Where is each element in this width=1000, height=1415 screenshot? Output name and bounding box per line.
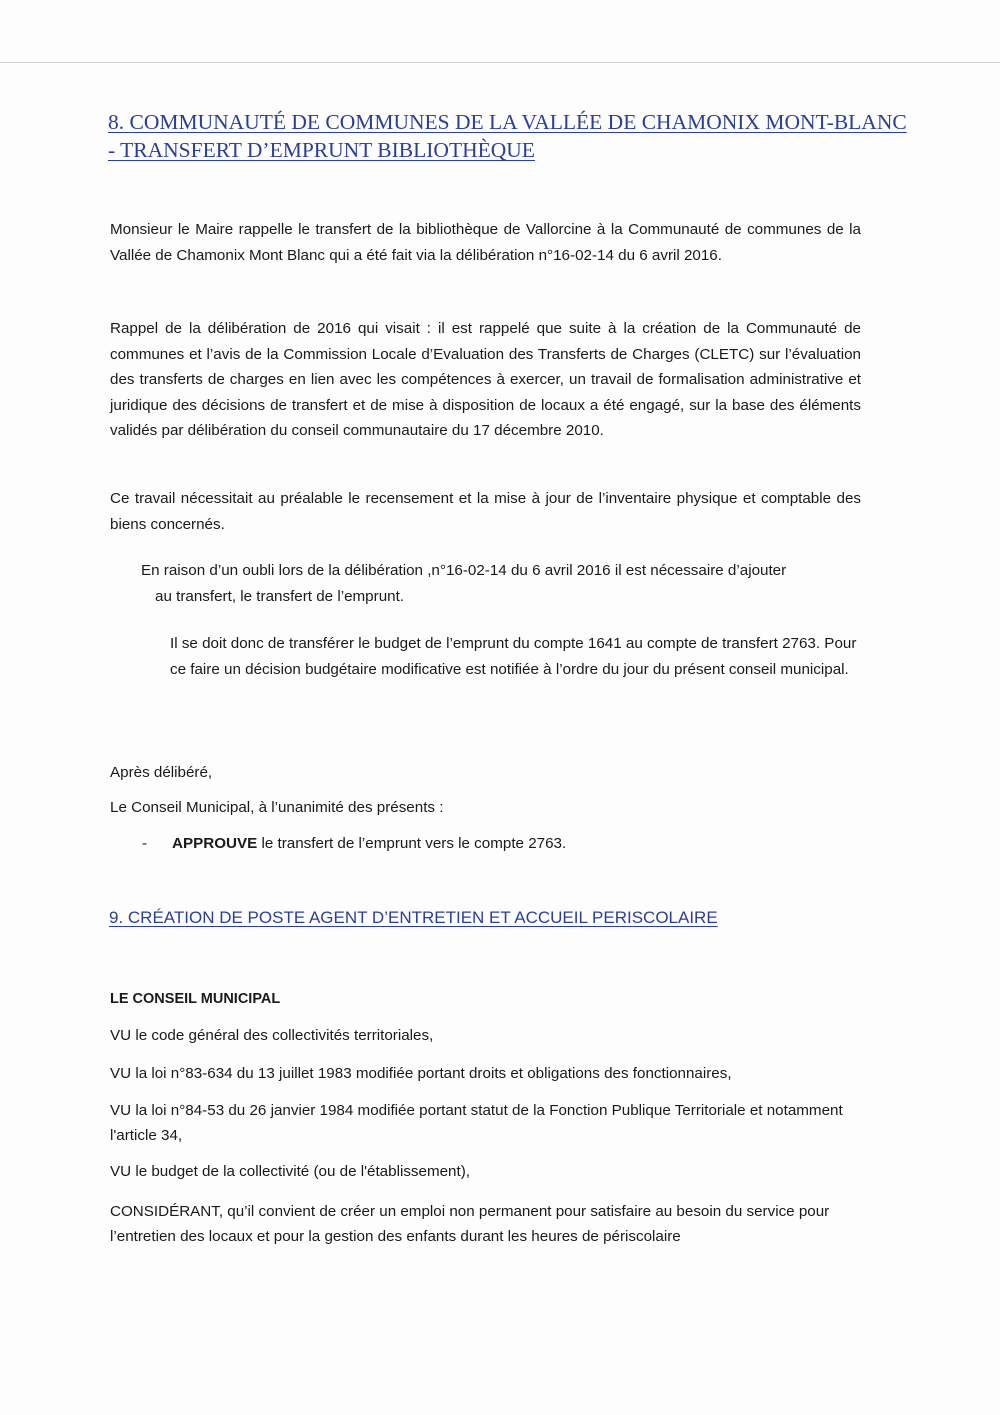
approve-text: le transfert de l’emprunt vers le compte 2763.	[257, 835, 567, 852]
section-8-paragraph-2: Rappel de la délibération de 2016 qui visait : il est rappelé que suite à la création de la Communauté de communes et l’avis de la Commission Locale d’Evaluation des Transferts de Charges (CLETC) sur l’évaluation des transferts de charges en lien avec les compétences à exercer, un travail de formalisation administrative et juridique des décisions de transfert et de mise à disposition de locaux a été engagé, sur la base des éléments validés par délibération du conseil communautaire du 17 décembre 2010.	[110, 320, 861, 439]
vu-clause-4: VU le budget de la collectivité (ou de l'établissement),	[110, 1163, 470, 1180]
conseil-municipal-title: LE CONSEIL MUNICIPAL	[110, 991, 281, 1007]
apres-delibere: Après délibéré,	[110, 764, 213, 781]
vu-clause-3: VU la loi n°84-53 du 26 janvier 1984 modifiée portant statut de la Fonction Publique Territoriale et notamment l'article 34,	[110, 1102, 843, 1144]
section-8-paragraph-4	[141, 558, 853, 609]
vu-clause-2: VU la loi n°83-634 du 13 juillet 1983 modifiée portant droits et obligations des fonctionnaires,	[110, 1065, 732, 1082]
section-8-paragraph-4-line2: au transfert, le transfert de l’emprunt.	[155, 587, 405, 605]
conseil-unanimite: Le Conseil Municipal, à l’unanimité des présents :	[110, 799, 444, 816]
section-8-paragraph-3: Ce travail nécessitait au préalable le recensement et la mise à jour de l’inventaire physique et comptable des biens concernés.	[110, 490, 861, 533]
section-8-paragraph-4-line1: En raison d’un oubli lors de la délibération ,n°16-02-14 du 6 avril 2016 il est nécessaire d’ajouter	[141, 562, 787, 579]
section-8-paragraph-1: Monsieur le Maire rappelle le transfert de la bibliothèque de Vallorcine à la Communauté de communes de la Vallée de Chamonix Mont Blanc qui a été fait via la délibération n°16-02-14 du 6 avril 2016.	[110, 221, 861, 264]
section-8-heading-line1: 8. COMMUNAUTÉ DE COMMUNES DE LA VALLÉE DE CHAMONIX MONT-BLANC	[108, 110, 907, 134]
page-top-rule	[0, 62, 1000, 63]
considerant-clause: CONSIDÉRANT, qu’il convient de créer un emploi non permanent pour satisfaire au besoin du service pour l’entretien des locaux et pour la gestion des enfants durant les heures de périscolaire	[110, 1203, 830, 1245]
section-8-heading	[108, 108, 908, 164]
approve-bullet	[142, 831, 842, 856]
section-8-heading-line2: - TRANSFERT D’EMPRUNT BIBLIOTHÈQUE	[108, 138, 535, 162]
section-9-heading: 9. CRÉATION DE POSTE AGENT D’ENTRETIEN ET ACCUEIL PERISCOLAIRE	[109, 908, 718, 927]
vu-clause-1: VU le code général des collectivités territoriales,	[110, 1027, 434, 1044]
section-8-paragraph-5: Il se doit donc de transférer le budget de l’emprunt du compte 1641 au compte de transfert 2763. Pour ce faire un décision budgétaire modificative est notifiée à l’ordre du jour du présent conseil municipal.	[170, 635, 857, 678]
bullet-dash: -	[142, 835, 148, 852]
approve-keyword: APPROUVE	[172, 835, 258, 852]
